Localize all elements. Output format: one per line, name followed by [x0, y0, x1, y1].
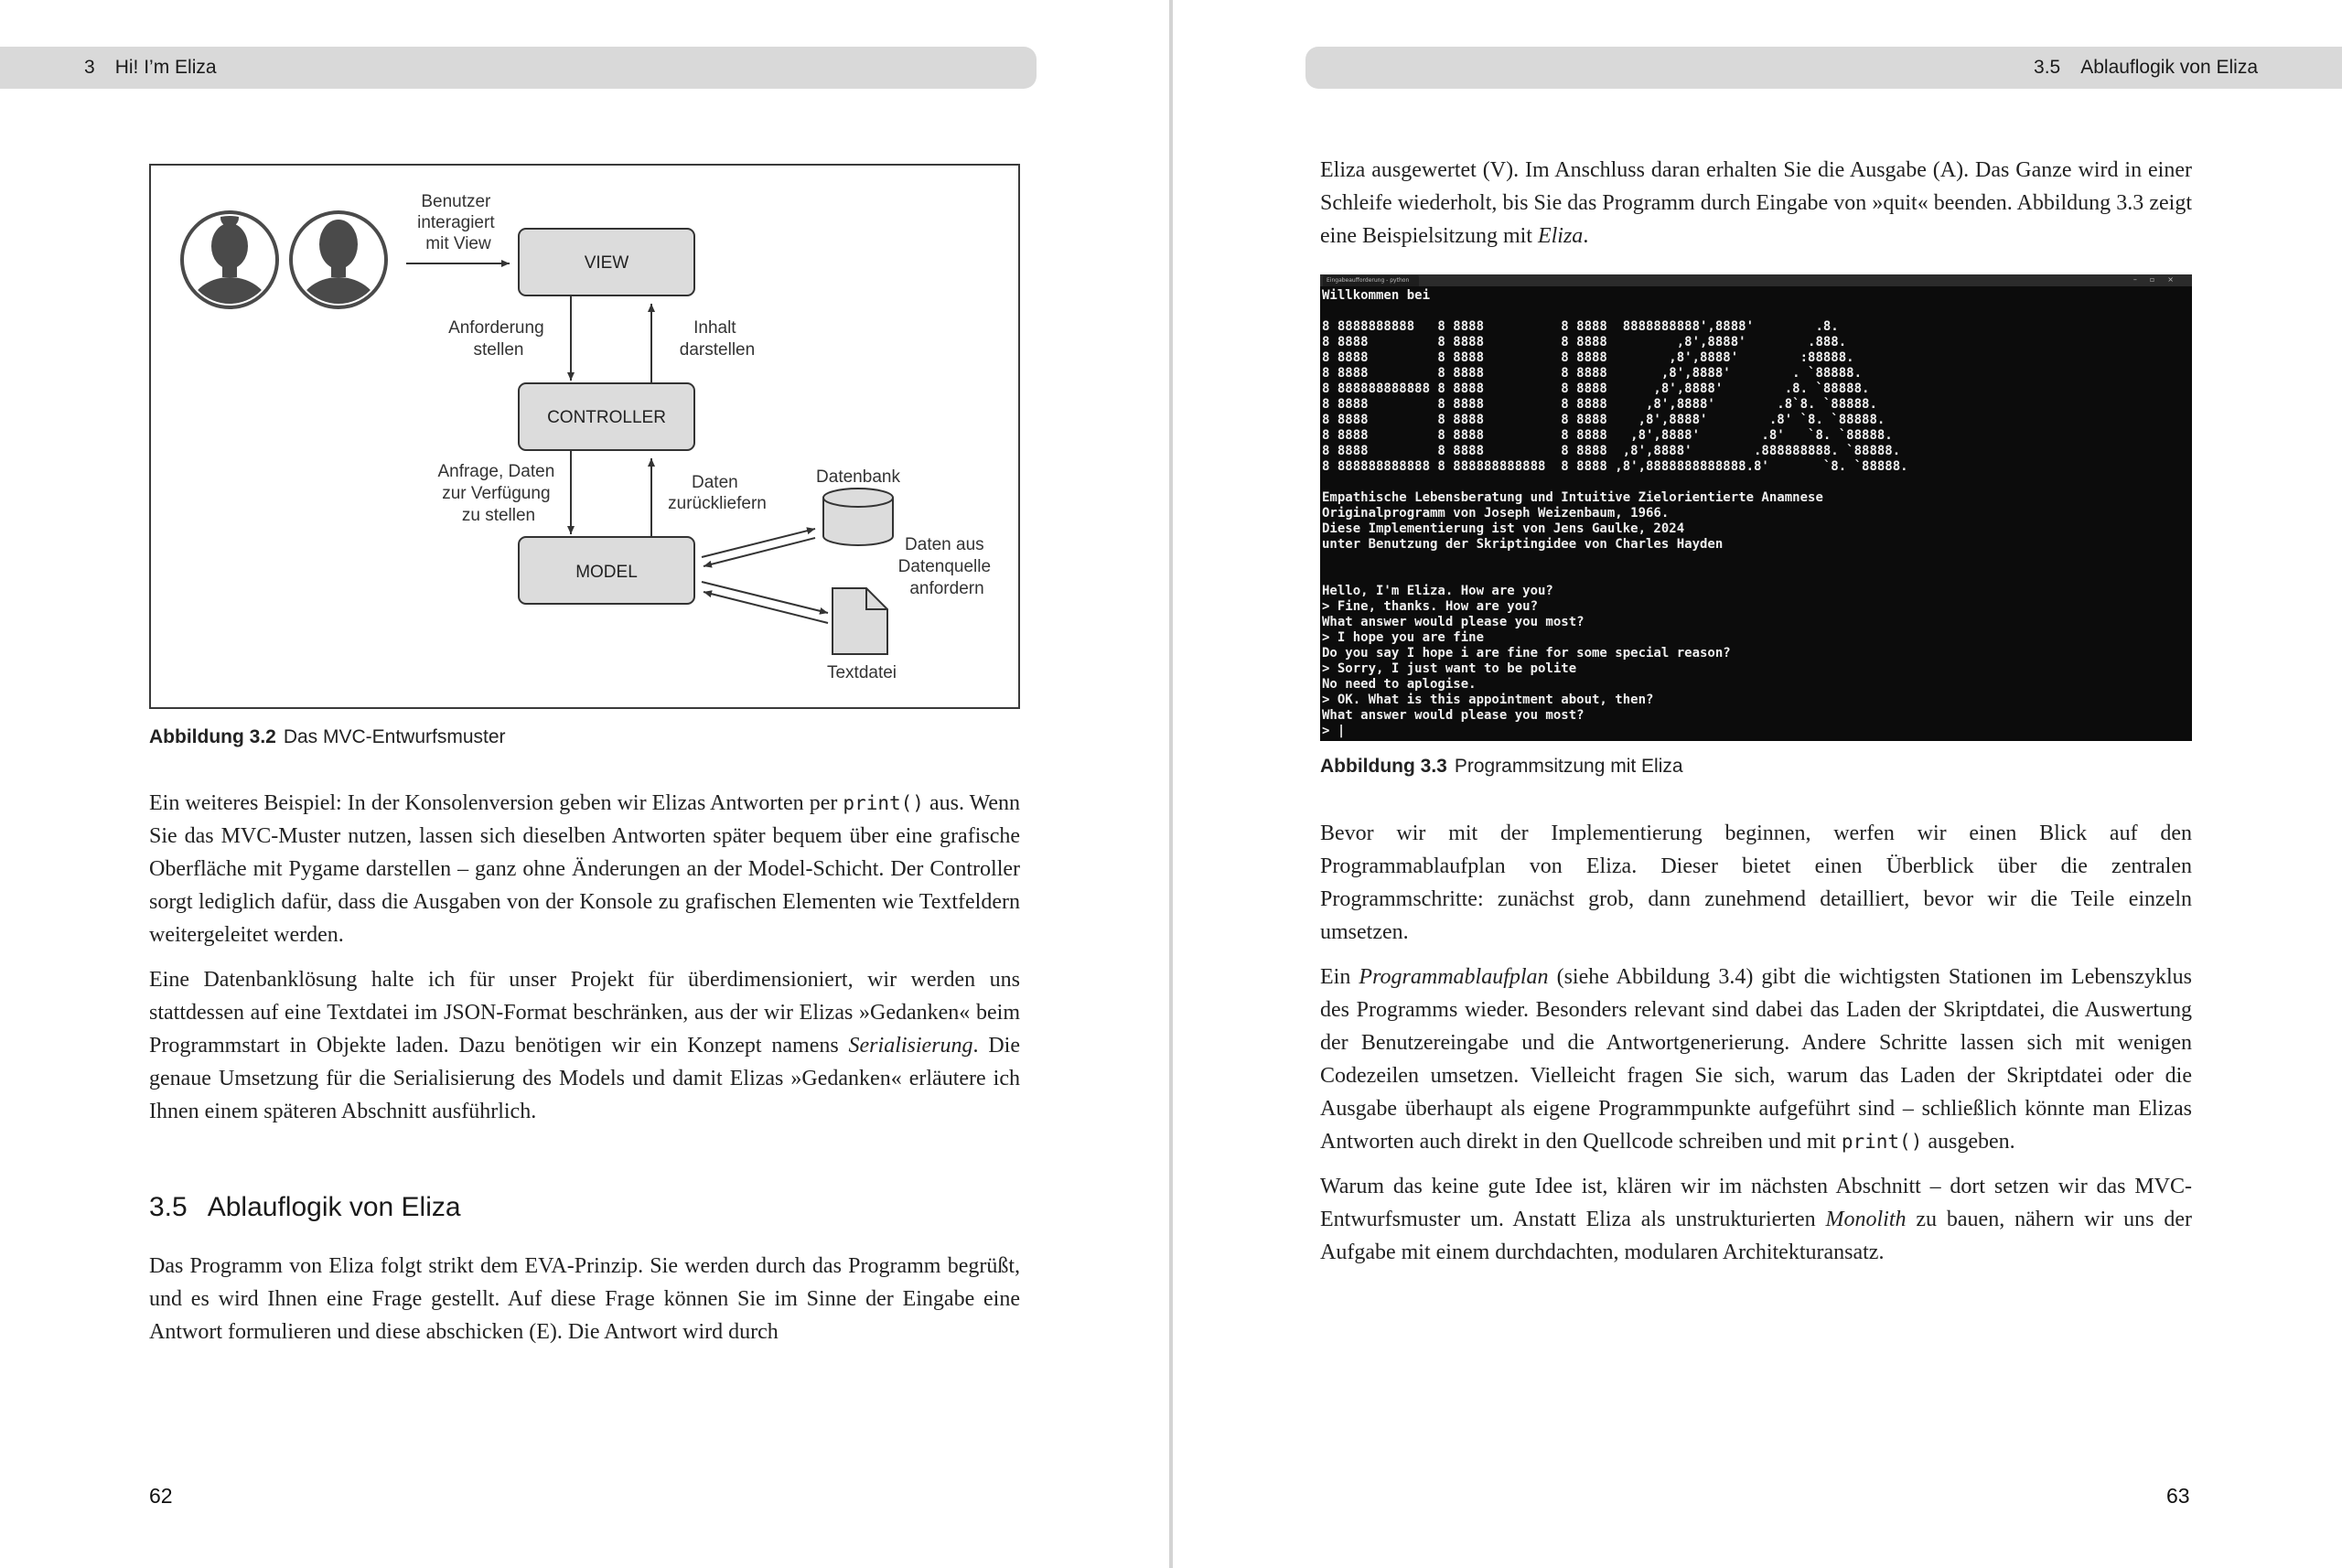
- emphasis: Monolith: [1825, 1208, 1907, 1231]
- chapter-title: Hi! I’m Eliza: [114, 57, 217, 78]
- textfile-label: Textdatei: [826, 663, 897, 682]
- section-number: 3.5: [149, 1192, 188, 1222]
- svg-text:Daten aus Datenquelle: [898, 535, 996, 598]
- return-data-label: zurückliefern: [668, 494, 767, 513]
- database-icon: [823, 489, 893, 545]
- left-body-section: [149, 1250, 1020, 1360]
- section-heading: [149, 1192, 461, 1223]
- svg-text:Daten zurückliefern: [668, 473, 767, 513]
- user-interaction-label: mit View: [425, 234, 491, 253]
- emphasis: Serialisierung: [848, 1034, 973, 1058]
- page-number: 62: [149, 1484, 173, 1508]
- window-controls-icon: –▫×: [2133, 275, 2186, 284]
- svg-text:Anforderung stellen: [448, 318, 549, 360]
- query-label: Anfrage, Daten: [437, 462, 555, 481]
- left-page: [0, 0, 1169, 1568]
- datasource-label: anfordern: [909, 579, 984, 598]
- figure-caption-label: Abbildung 3.3: [1320, 756, 1447, 777]
- section-title: Ablauflogik von Eliza: [2080, 57, 2258, 78]
- database-label: Datenbank: [816, 467, 900, 487]
- figure-caption: [149, 726, 506, 748]
- model-box-label: MODEL: [575, 563, 638, 582]
- emphasis: Eliza: [1537, 224, 1584, 248]
- user-interaction-label: interagiert: [417, 213, 495, 232]
- content-label: darstellen: [679, 340, 756, 360]
- mvc-diagram: [149, 164, 1020, 709]
- return-data-label: Daten: [692, 473, 738, 492]
- mvc-diagram-svg: [151, 166, 1018, 707]
- paragraph: Ein Programmablaufplan (siehe Abbildung 3.4) gibt die wichtigsten Stationen im Lebenszyklus des Programms wieder. Besonders relevant sind dabei das Laden der Skriptdatei, die Auswertung der Benutzereingabe und die Antwortgenerierung. Andere Schritte lassen sich mit wenigen Codezeilen umsetzen. Vielleicht fragen Sie sich, warum das Laden der Skriptdatei oder die Ausgabe überhaupt als eigene Programmpunkte aufgeführt sind – schließlich könnte man Elizas Antworten auch direkt in den Quellcode schreiben und mit print() ausgeben.: [1320, 965, 2193, 1154]
- paragraph: Bevor wir mit der Implementierung beginnen, werfen wir einen Blick auf den Programmablaufplan von Eliza. Dieser bietet einen Überblick über die zentralen Programmschritte: zunächst grob, dann zunehmend detailliert, bevor wir die Teile einzeln umsetzen.: [1320, 822, 2192, 944]
- terminal-output: Willkommen bei 8 8888888888 8 8888 8 8888 8888888888',8888' .8. 8 8888 8 8888 8 8888 ,8',8888' .888. 8 8888 8 8888 8 8888 ,8',8888' :88888. 8 8888 8 8888 8 8888 ,8',8888' . `88888. 8 888888888888 8 8888 8 8888 ,8',8888' .8. `88888. 8 8888 8 8888 8 8888 ,8',8888' .8`8. `88888. 8 8888 8 8888 8 8888 ,8',8888' .8' `8. `88888. 8 8888 8 8888 8 8888 ,8',8888' .8' `8. `88888. 8 8888 8 8888 8 8888 ,8',8888' .888888888. `88888. 8 888888888888 8 888888888888 8 8888 ,8',8888888888888.8' `8. `88888. Empathische Lebensberatung und Intuitive Zielorientierte Anamnese Originalprogramm von Joseph Weizenbaum, 1966. Diese Implementierung ist von Jens Gaulke, 2024 unter Benutzung der Skriptingidee von Charles Hayden Hello, I'm Eliza. How are you? > Fine, thanks. How are you? What answer would please you most? > I hope you are fine Do you say I hope i are fine for some special reason? > Sorry, I just want to be polite No need to aplogise. > OK. What is this appointment about, then? What answer would please you most? > |: [1322, 288, 1908, 738]
- figure-caption-text: Programmsitzung mit Eliza: [1454, 756, 1683, 777]
- paragraph: Ein weiteres Beispiel: In der Konsolenversion geben wir Elizas Antworten per print() aus. Wenn Sie das MVC-Muster nutzen, lassen sich dieselben Antworten später bequem über eine grafische Oberfläche mit Pygame darstellen – ganz ohne Änderungen an der Model-Schicht. Der Controller sorgt lediglich dafür, dass die Ausgaben von der Konsole zu grafischen Elementen wie Textfeldern weitergeleitet werden.: [149, 791, 1020, 947]
- svg-text:Anfrage, Daten zur Ver: [437, 462, 559, 525]
- content-label: Inhalt: [693, 318, 736, 338]
- datasource-label: Daten aus: [905, 535, 984, 554]
- right-body-top: [1320, 154, 2192, 264]
- user-icon: [291, 212, 386, 350]
- section-title: Ablauflogik von Eliza: [207, 1192, 461, 1222]
- inline-code: print(): [843, 792, 924, 814]
- page-number: 63: [2166, 1484, 2190, 1508]
- controller-box-label: CONTROLLER: [547, 408, 666, 427]
- running-header-right: [1305, 47, 2342, 89]
- user-icon: [182, 209, 277, 350]
- figure-caption-text: Das MVC-Entwurfsmuster: [283, 726, 506, 747]
- paragraph: Eliza ausgewertet (V). Im Anschluss daran erhalten Sie die Ausgabe (A). Das Ganze wird in einer Schleife wiederholt, bis Sie das Programm durch Eingabe von »quit« beenden. Abbildung 3.3 zeigt eine Beispielsitzung mit Eliza.: [1320, 158, 2192, 248]
- terminal-tab: Eingabeaufforderung - python: [1323, 275, 1419, 286]
- view-box-label: VIEW: [584, 253, 629, 273]
- svg-text:Inhalt darstellen: [680, 318, 755, 360]
- query-label: zur Verfügung: [442, 484, 551, 503]
- query-label: zu stellen: [461, 506, 536, 525]
- left-body: [149, 787, 1020, 1140]
- request-label: stellen: [473, 340, 524, 360]
- request-label: Anforderung: [448, 318, 544, 338]
- paragraph: Eine Datenbanklösung halte ich für unser Projekt für überdimensioniert, wir werden uns stattdessen auf eine Textdatei im JSON-Format beschränken, aus der wir Elizas »Gedanken« beim Programmstart in Objekte laden. Dazu benötigen wir ein Konzept namens Serialisierung. Die genaue Umsetzung für die Serialisierung des Models und damit Elizas »Gedanken« erläutere ich Ihnen einem späteren Abschnitt ausführlich.: [149, 968, 1020, 1123]
- figure-caption-label: Abbildung 3.2: [149, 726, 276, 747]
- text-file-icon: [833, 588, 887, 654]
- section-number: 3.5: [2034, 57, 2061, 78]
- emphasis: Programmablaufplan: [1359, 965, 1549, 989]
- datasource-label: Datenquelle: [897, 557, 992, 576]
- user-interaction-label: Benutzer: [421, 192, 491, 211]
- paragraph: Warum das keine gute Idee ist, klären wir im nächsten Abschnitt – dort setzen wir das MVC-Entwurfsmuster um. Anstatt Eliza als unstrukturierten Monolith zu bauen, nähern wir uns der Aufgabe mit einem durchdachten, modularen Architekturansatz.: [1320, 1175, 2192, 1264]
- terminal-tabbar: [1320, 274, 2192, 286]
- chapter-number: 3: [84, 57, 95, 78]
- inline-code: print(): [1841, 1131, 1923, 1153]
- terminal-screenshot: [1320, 274, 2192, 741]
- figure-caption: [1320, 756, 1683, 778]
- running-header-left: [0, 47, 1037, 89]
- paragraph: Das Programm von Eliza folgt strikt dem EVA-Prinzip. Sie werden durch das Programm begrüßt, und es wird Ihnen eine Frage gestellt. Auf diese Frage können Sie im Sinne der Eingabe eine Antwort formulieren und diese abschicken (E). Die Antwort wird durch: [149, 1254, 1020, 1344]
- right-body: [1320, 817, 2192, 1281]
- right-page: [1173, 0, 2342, 1568]
- svg-text:Benutzer interagiert: [417, 192, 500, 253]
